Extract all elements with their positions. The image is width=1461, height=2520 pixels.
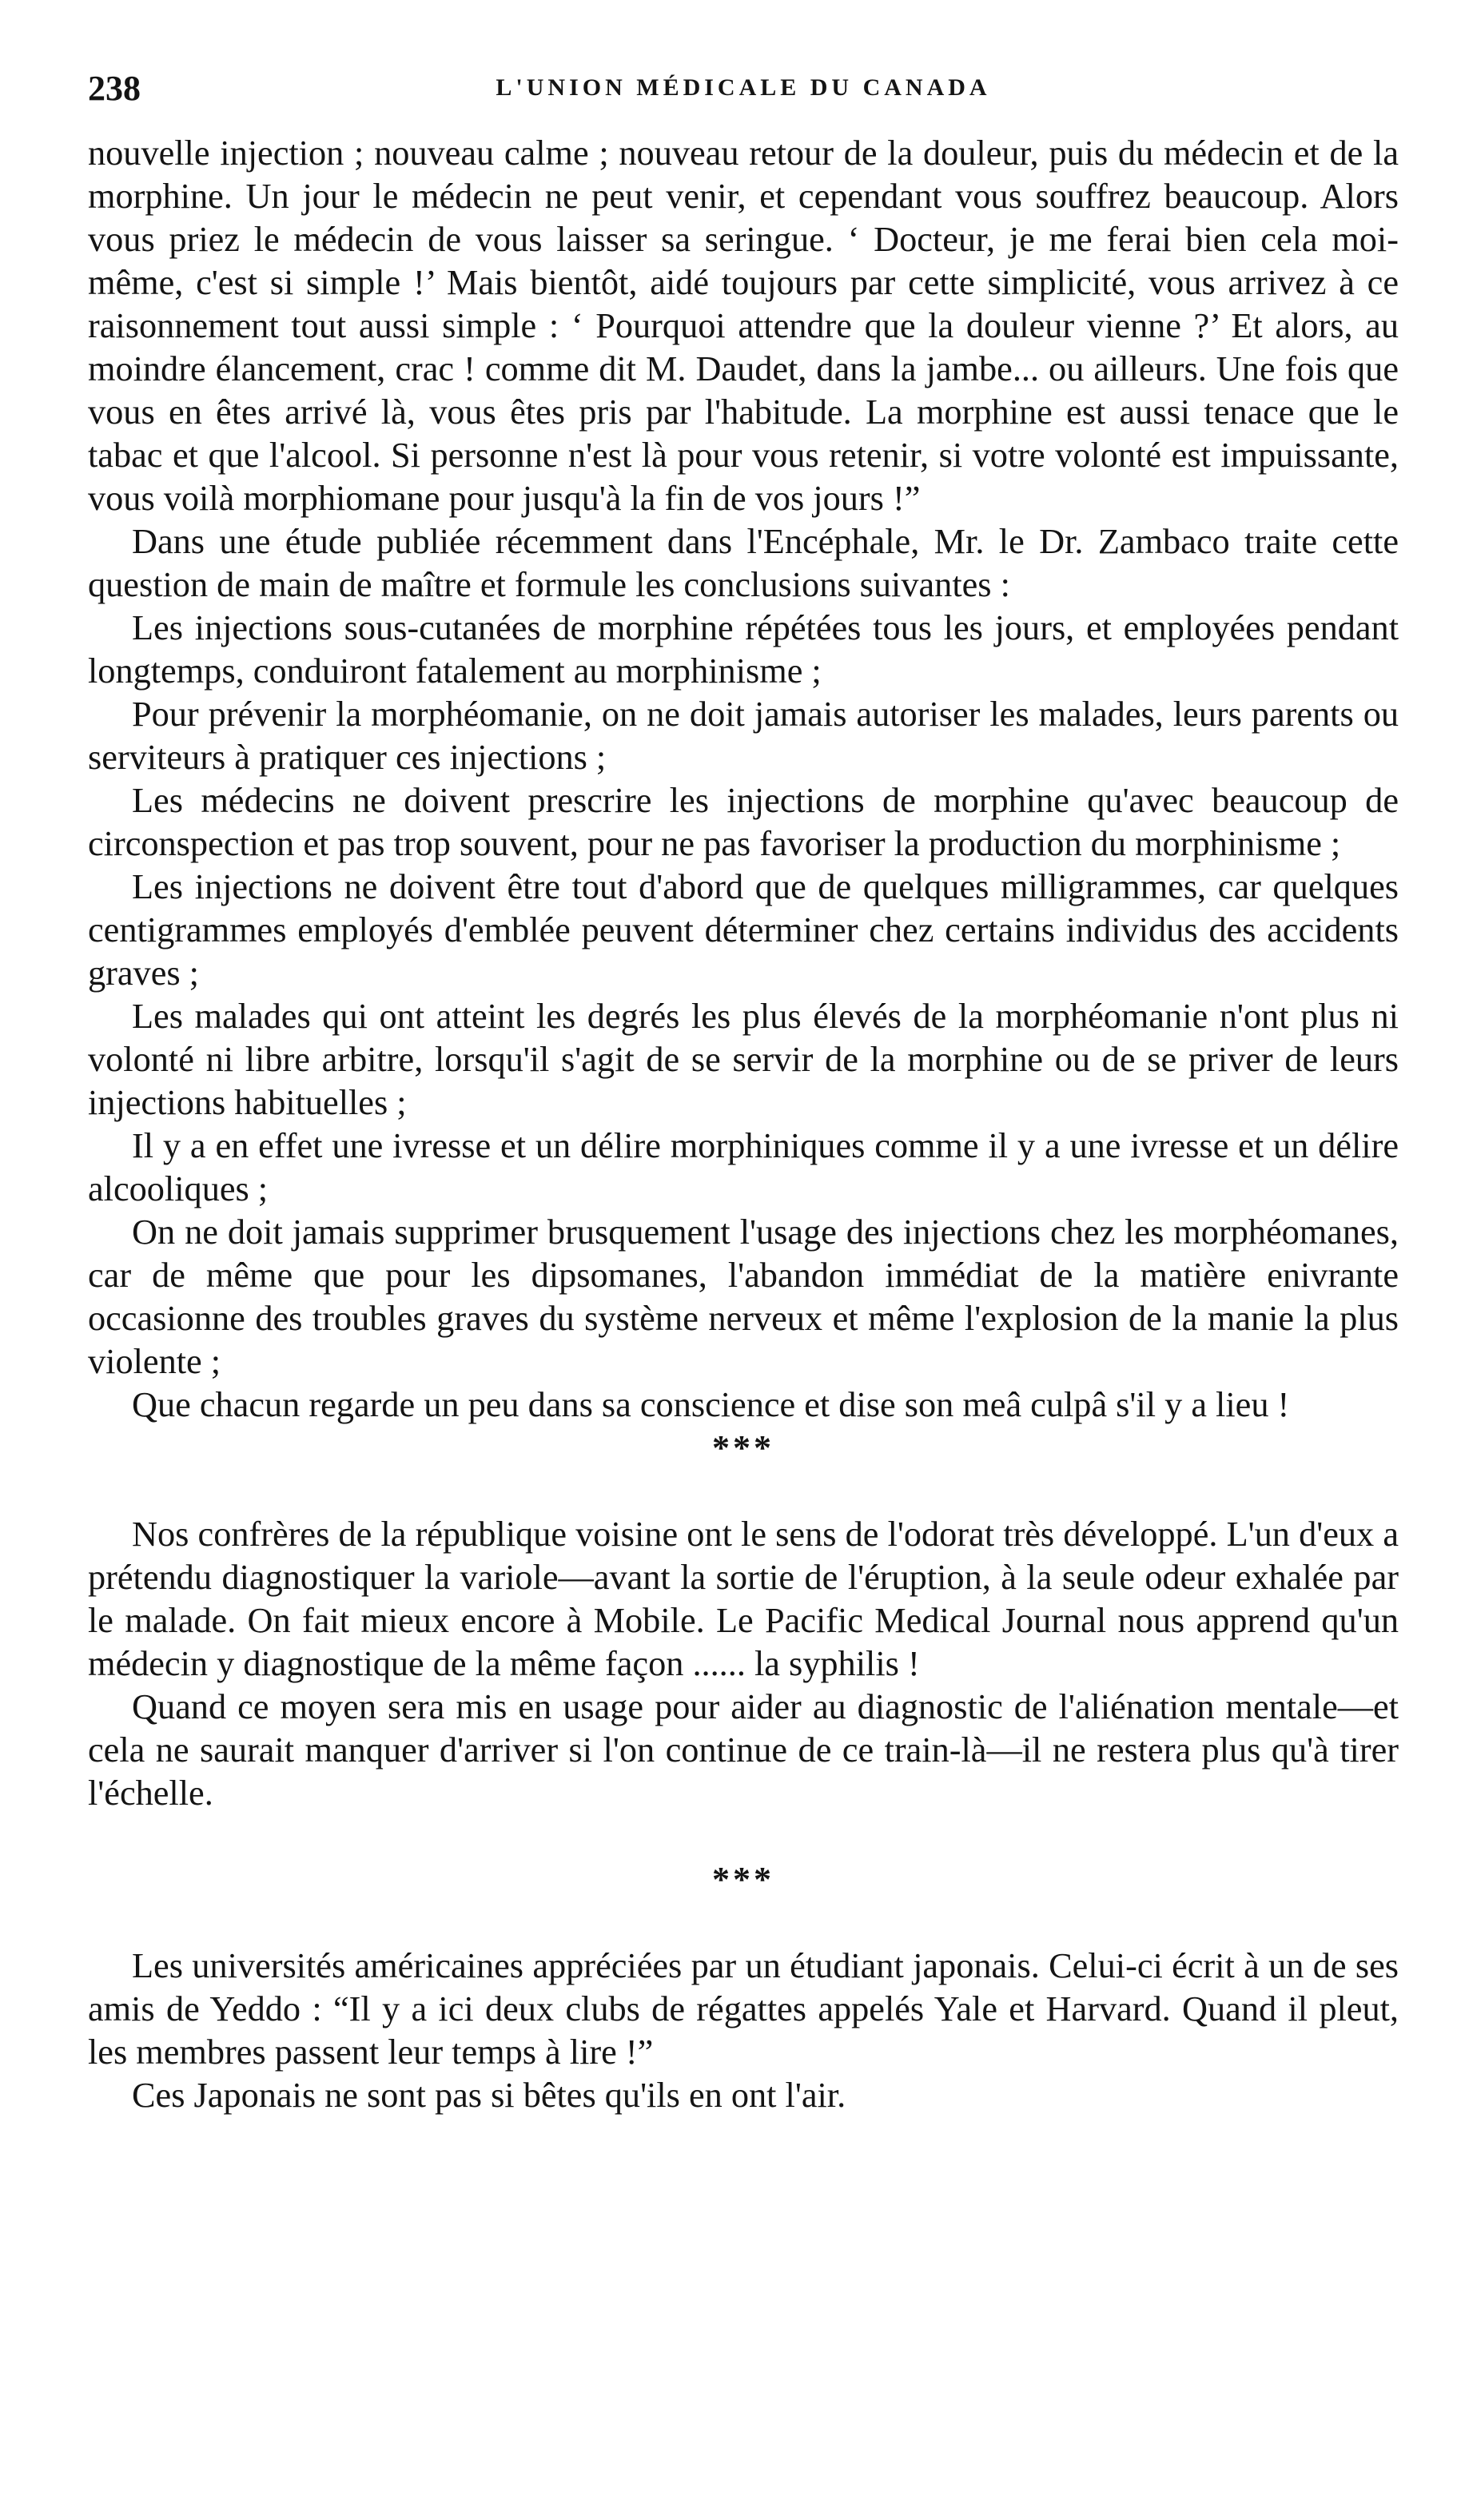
paragraph: Quand ce moyen sera mis en usage pour aider au diagnostic de l'aliénation mentale—et cela ne saurait manquer d'arriver si l'on continue de ce train-là—il ne restera plus qu'à tirer l'échelle.	[88, 1687, 1399, 1813]
paragraph: Les injections sous-cutanées de morphine répétées tous les jours, et employées pendant longtemps, conduiront fatalement au morphinisme ;	[88, 608, 1399, 691]
paragraph: On ne doit jamais supprimer brusquement l'usage des injections chez les morphéomanes, car de même que pour les dipsomanes, l'abandon immédiat de la matière enivrante occasionne des troubles graves du système nerveux et même l'explosion de la manie la plus violente ;	[88, 1212, 1399, 1381]
page-number: 238	[88, 69, 141, 108]
paragraph: Les malades qui ont atteint les degrés les plus élevés de la morphéomanie n'ont plus ni volonté ni libre arbitre, lorsqu'il s'agit de se servir de la morphine ou de se priver de leurs injections habituelles ;	[88, 997, 1399, 1122]
paragraph: Pour prévenir la morphéomanie, on ne doit jamais autoriser les malades, leurs parents ou serviteurs à pratiquer ces injections ;	[88, 695, 1399, 777]
body-text	[88, 132, 1399, 2117]
section-separator: ***	[712, 1860, 774, 1899]
paragraph: Dans une étude publiée récemment dans l'Encéphale, Mr. le Dr. Zambaco traite cette question de main de maître et formule les conclusions suivantes :	[88, 522, 1399, 604]
paragraph: Les injections ne doivent être tout d'abord que de quelques milligrammes, car quelques centigrammes employés d'emblée peuvent déterminer chez certains individus des accidents graves ;	[88, 867, 1399, 993]
section-separator: ***	[712, 1428, 774, 1467]
paragraph: Nos confrères de la république voisine ont le sens de l'odorat très développé. L'un d'eux a prétendu diagnostiquer la variole—avant la sortie de l'éruption, à la seule odeur exhalée par le malade. On fait mieux encore à Mobile. Le Pacific Medical Journal nous apprend qu'un médecin y diagnostique de la même façon ...... la syphilis !	[88, 1515, 1399, 1683]
paragraph: Les médecins ne doivent prescrire les injections de morphine qu'avec beaucoup de circonspection et pas trop souvent, pour ne pas favoriser la production du morphinisme ;	[88, 781, 1399, 863]
paragraph: nouvelle injection ; nouveau calme ; nouveau retour de la douleur, puis du médecin et de la morphine. Un jour le médecin ne peut venir, et cependant vous souffrez beaucoup. Alors vous priez le médecin de vous laisser sa seringue. ‘ Docteur, je me ferai bien cela moi-même, c'est si simple !’ Mais bientôt, aidé toujours par cette simplicité, vous arrivez à ce raisonnement tout aussi simple : ‘ Pourquoi attendre que la douleur vienne ?’ Et alors, au moindre élancement, crac ! comme dit M. Daudet, dans la jambe... ou ailleurs. Une fois que vous en êtes arrivé là, vous êtes pris par l'habitude. La morphine est aussi tenace que le tabac et que l'alcool. Si personne n'est là pour vous retenir, si votre volonté est impuissante, vous voilà morphiomane pour jusqu'à la fin de vos jours !”	[88, 133, 1399, 518]
book-page	[88, 68, 1399, 2117]
page-header	[88, 68, 1399, 116]
paragraph: Ces Japonais ne sont pas si bêtes qu'ils en ont l'air.	[132, 2076, 846, 2115]
running-head: L'UNION MÉDICALE DU CANADA	[496, 74, 991, 101]
paragraph: Que chacun regarde un peu dans sa conscience et dise son meâ culpâ s'il y a lieu !	[132, 1385, 1290, 1424]
paragraph: Les universités américaines appréciées par un étudiant japonais. Celui-ci écrit à un de ses amis de Yeddo : “Il y a ici deux clubs de régattes appelés Yale et Harvard. Quand il pleut, les membres passent leur temps à lire !”	[88, 1946, 1399, 2072]
paragraph: Il y a en effet une ivresse et un délire morphiniques comme il y a une ivresse et un délire alcooliques ;	[88, 1126, 1399, 1208]
